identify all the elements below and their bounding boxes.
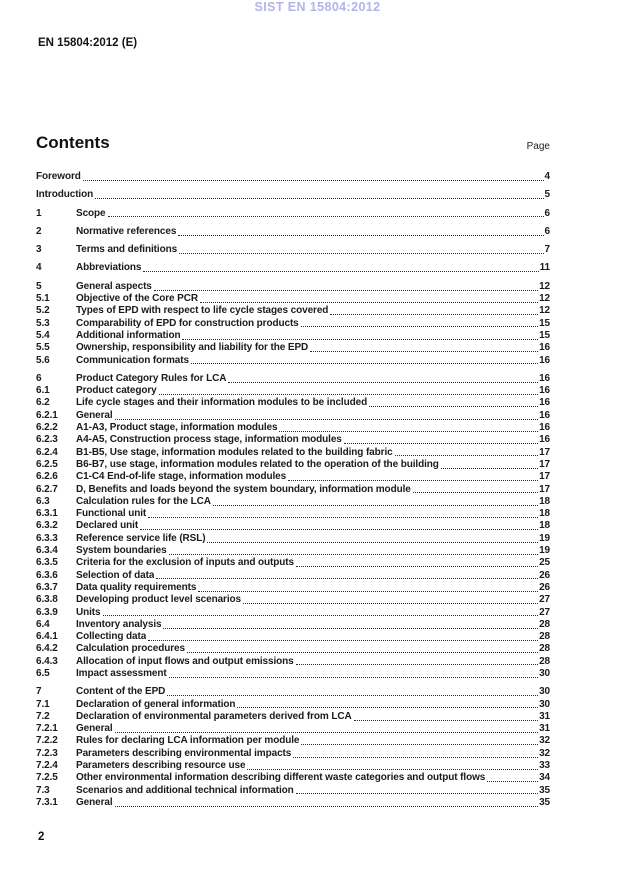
toc-entry-page: 25 xyxy=(539,557,550,569)
toc-entry-page: 16 xyxy=(539,409,550,421)
toc-leader-dots xyxy=(182,339,538,340)
toc-entry xyxy=(36,422,550,434)
toc-leader-dots xyxy=(187,652,538,653)
toc-leader-dots xyxy=(83,180,544,181)
toc-entry xyxy=(36,171,550,183)
toc-entry xyxy=(36,656,550,668)
toc-entry-page: 4 xyxy=(544,171,550,182)
toc-leader-dots xyxy=(191,363,538,364)
toc-entry-label: General xyxy=(76,409,113,421)
toc-entry-number: 6.3 xyxy=(36,495,50,507)
toc-entry-page: 17 xyxy=(539,446,550,458)
toc-leader-dots xyxy=(115,806,539,807)
toc-entry xyxy=(36,699,550,711)
toc-entry-number: 6.1 xyxy=(36,385,50,397)
toc-entry xyxy=(36,208,550,220)
toc-entry-label: Product category xyxy=(76,385,157,397)
toc-leader-dots xyxy=(413,492,538,493)
toc-leader-dots xyxy=(198,591,538,592)
toc-entry-label: Additional information xyxy=(76,329,181,341)
toc-entry xyxy=(36,262,550,274)
toc-entry-page: 33 xyxy=(539,760,550,772)
toc-leader-dots xyxy=(115,419,539,420)
toc-entry xyxy=(36,785,550,797)
toc-entry-label: Life cycle stages and their information modules to be included xyxy=(76,397,368,409)
toc-leader-dots xyxy=(148,517,538,518)
toc-entry-number: 7.1 xyxy=(36,698,50,710)
toc-entry-number: 6.2.7 xyxy=(36,483,58,495)
toc-entry-number: 5.6 xyxy=(36,354,50,366)
toc-entry-label: Types of EPD with respect to life cycle stages covered xyxy=(76,305,329,317)
toc-entry-number: 3 xyxy=(36,244,42,256)
toc-entry-page: 30 xyxy=(539,686,550,698)
toc-entry-label: Parameters describing resource use xyxy=(76,760,246,772)
toc-entry-page: 18 xyxy=(539,495,550,507)
toc-entry-page: 28 xyxy=(539,618,550,630)
toc-entry xyxy=(36,397,550,409)
toc-entry xyxy=(36,607,550,619)
toc-entry-number: 6.2.2 xyxy=(36,422,58,434)
toc-entry-label: B1-B5, Use stage, information modules related to the building fabric xyxy=(76,446,393,458)
toc-entry-page: 30 xyxy=(539,698,550,710)
toc-entry-number: 6.3.5 xyxy=(36,557,58,569)
toc-entry-number: 6.5 xyxy=(36,667,50,679)
toc-entry xyxy=(36,643,550,655)
toc-entry-label: Allocation of input flows and output emissions xyxy=(76,655,294,667)
toc-entry-page: 19 xyxy=(539,545,550,557)
toc-entry xyxy=(36,318,550,330)
toc-entry-page: 35 xyxy=(539,784,550,796)
toc-entry-page: 16 xyxy=(539,434,550,446)
toc-entry-page: 16 xyxy=(539,354,550,366)
toc-entry xyxy=(36,797,550,809)
toc-entry-page: 17 xyxy=(539,471,550,483)
page-column-label: Page xyxy=(526,141,550,152)
toc-entry xyxy=(36,189,550,201)
toc-entry xyxy=(36,582,550,594)
toc-entry-page: 26 xyxy=(539,569,550,581)
toc-entry-number: 7.2.2 xyxy=(36,735,58,747)
toc-entry-number: 6.3.2 xyxy=(36,520,58,532)
toc-entry-number: 6.4.2 xyxy=(36,643,58,655)
toc-entry-label: Introduction xyxy=(36,189,94,201)
toc-entry-number: 6 xyxy=(36,372,42,384)
toc-leader-dots xyxy=(207,542,538,543)
toc-entry-label: General xyxy=(76,723,113,735)
toc-leader-dots xyxy=(487,781,538,782)
toc-entry-number: 6.4.3 xyxy=(36,655,58,667)
toc-entry-label: Terms and definitions xyxy=(76,244,178,256)
toc-entry-page: 34 xyxy=(539,772,550,784)
toc-entry-number: 7.2.4 xyxy=(36,760,58,772)
toc-entry-page: 28 xyxy=(539,631,550,643)
toc-leader-dots xyxy=(140,529,538,530)
toc-entry xyxy=(36,355,550,367)
toc-entry-number: 6.3.4 xyxy=(36,545,58,557)
toc-entry-label: General aspects xyxy=(76,280,152,292)
toc-entry-page: 35 xyxy=(539,796,550,808)
toc-entry-label: Product Category Rules for LCA xyxy=(76,372,227,384)
toc-leader-dots xyxy=(228,382,538,383)
toc-entry-page: 28 xyxy=(539,655,550,667)
doc-reference: EN 15804:2012 (E) xyxy=(38,37,138,49)
toc-leader-dots xyxy=(156,578,538,579)
toc-leader-dots xyxy=(344,443,538,444)
toc-leader-dots xyxy=(296,793,538,794)
toc-leader-dots xyxy=(95,198,543,199)
toc-entry-number: 5.3 xyxy=(36,317,50,329)
sist-watermark: SIST EN 15804:2012 xyxy=(254,0,381,14)
toc-entry-label: Criteria for the exclusion of inputs and outputs xyxy=(76,557,294,569)
toc-entry-number: 6.2 xyxy=(36,397,50,409)
toc-entry-page: 17 xyxy=(539,483,550,495)
toc-entry-page: 16 xyxy=(539,397,550,409)
toc-entry xyxy=(36,281,550,293)
toc-entry-label: Impact assessment xyxy=(76,667,167,679)
toc-entry-page: 31 xyxy=(539,723,550,735)
toc-leader-dots xyxy=(288,480,538,481)
toc-entry-label: Other environmental information describing different waste categories and output flows xyxy=(76,772,486,784)
toc-entry-label: Selection of data xyxy=(76,569,155,581)
toc-entry-label: Rules for declaring LCA information per module xyxy=(76,735,300,747)
toc-leader-dots xyxy=(237,707,538,708)
toc-entry-label: Scope xyxy=(76,207,106,219)
toc-entry-label: Abbreviations xyxy=(76,262,142,274)
toc-entry-page: 32 xyxy=(539,735,550,747)
toc-entry xyxy=(36,385,550,397)
toc-entry-page: 16 xyxy=(539,385,550,397)
toc-entry-page: 30 xyxy=(539,667,550,679)
toc-entry xyxy=(36,226,550,238)
toc-entry-label: Objective of the Core PCR xyxy=(76,293,198,305)
toc-leader-dots xyxy=(167,695,538,696)
toc-entry-number: 7.2.3 xyxy=(36,747,58,759)
toc-entry-label: Parameters describing environmental impacts xyxy=(76,747,292,759)
toc-entry-number: 6.2.6 xyxy=(36,471,58,483)
toc-entry xyxy=(36,594,550,606)
toc-entry-label: Content of the EPD xyxy=(76,686,166,698)
toc-entry-label: System boundaries xyxy=(76,545,167,557)
toc-leader-dots xyxy=(169,554,539,555)
toc-entry xyxy=(36,459,550,471)
toc-entry-number: 6.4.1 xyxy=(36,631,58,643)
toc-entry xyxy=(36,668,550,680)
toc-entry-number: 1 xyxy=(36,207,42,219)
toc-entry xyxy=(36,557,550,569)
toc-entry-number: 7.2 xyxy=(36,710,50,722)
toc-entry xyxy=(36,545,550,557)
toc-leader-dots xyxy=(108,216,544,217)
toc-entry-number: 6.2.1 xyxy=(36,409,58,421)
toc-entry-page: 16 xyxy=(539,342,550,354)
toc-leader-dots xyxy=(296,664,538,665)
toc-entry-label: D, Benefits and loads beyond the system boundary, information module xyxy=(76,483,411,495)
toc-leader-dots xyxy=(103,615,539,616)
toc-entry-page: 27 xyxy=(539,606,550,618)
toc-entry-page: 27 xyxy=(539,594,550,606)
toc-entry xyxy=(36,330,550,342)
toc-entry-label: Developing product level scenarios xyxy=(76,594,241,606)
toc-entry-label: Calculation rules for the LCA xyxy=(76,495,211,507)
toc-entry xyxy=(36,496,550,508)
toc-entry xyxy=(36,570,550,582)
toc-entry xyxy=(36,410,550,422)
toc-entry-label: Comparability of EPD for construction products xyxy=(76,317,299,329)
toc-entry xyxy=(36,723,550,735)
toc-entry xyxy=(36,748,550,760)
toc-entry-page: 6 xyxy=(544,225,550,237)
toc-entry-label: General xyxy=(76,796,113,808)
toc-leader-dots xyxy=(148,640,538,641)
toc-entry-page: 11 xyxy=(539,262,550,274)
toc-entry-label: Functional unit xyxy=(76,508,147,520)
toc-leader-dots xyxy=(369,406,538,407)
toc-entry-number: 6.3.8 xyxy=(36,594,58,606)
toc-entry xyxy=(36,447,550,459)
toc-entry xyxy=(36,508,550,520)
toc-leader-dots xyxy=(279,431,538,432)
toc-entry-number: 2 xyxy=(36,225,42,237)
toc-entry-label: Reference service life (RSL) xyxy=(76,532,206,544)
toc-entry-number: 6.2.4 xyxy=(36,446,58,458)
toc-leader-dots xyxy=(213,505,538,506)
toc-leader-dots xyxy=(169,677,538,678)
toc-entry xyxy=(36,293,550,305)
toc-leader-dots xyxy=(330,314,538,315)
toc-entry-page: 31 xyxy=(539,710,550,722)
toc-leader-dots xyxy=(163,628,538,629)
toc-entry-page: 16 xyxy=(539,372,550,384)
toc-entry-page: 6 xyxy=(544,207,550,219)
toc-entry xyxy=(36,619,550,631)
toc-entry-number: 6.4 xyxy=(36,618,50,630)
toc-leader-dots xyxy=(200,302,538,303)
toc-leader-dots xyxy=(441,468,538,469)
toc-leader-dots xyxy=(178,235,543,236)
toc-entry-label: A4-A5, Construction process stage, information modules xyxy=(76,434,342,446)
toc-entry-number: 7.3 xyxy=(36,784,50,796)
toc-leader-dots xyxy=(115,732,539,733)
toc-entry-page: 17 xyxy=(539,458,550,470)
toc-entry-label: Scenarios and additional technical information xyxy=(76,784,294,796)
toc-leader-dots xyxy=(143,271,538,272)
toc-entry-page: 12 xyxy=(539,305,550,317)
toc-entry xyxy=(36,305,550,317)
toc-entry xyxy=(36,735,550,747)
toc-entry xyxy=(36,631,550,643)
toc-entry-label: Declaration of general information xyxy=(76,698,236,710)
toc-entry-page: 18 xyxy=(539,508,550,520)
toc-entry-number: 7.2.5 xyxy=(36,772,58,784)
toc-entry-page: 12 xyxy=(539,280,550,292)
toc-entry-number: 6.3.3 xyxy=(36,532,58,544)
toc-entry-number: 6.3.9 xyxy=(36,606,58,618)
toc-entry xyxy=(36,760,550,772)
toc-entry-number: 5 xyxy=(36,280,42,292)
toc-entry-page: 5 xyxy=(544,189,550,201)
toc-entry-label: C1-C4 End-of-life stage, information modules xyxy=(76,471,287,483)
toc-entry-label: Units xyxy=(76,606,101,618)
toc-entry-number: 5.5 xyxy=(36,342,50,354)
toc-entry-page: 32 xyxy=(539,747,550,759)
toc-leader-dots xyxy=(395,455,538,456)
toc-entry-number: 5.1 xyxy=(36,293,50,305)
toc-entry-page: 7 xyxy=(544,244,550,256)
toc-entry-label: A1-A3, Product stage, information modules xyxy=(76,422,278,434)
toc-leader-dots xyxy=(354,720,538,721)
toc-entry-page: 19 xyxy=(539,532,550,544)
toc-entry-page: 15 xyxy=(539,317,550,329)
toc-entry-label: B6-B7, use stage, information modules related to the operation of the building xyxy=(76,458,439,470)
toc-entry-label: Inventory analysis xyxy=(76,618,162,630)
toc-entry xyxy=(36,520,550,532)
toc-entry-page: 18 xyxy=(539,520,550,532)
toc-entry xyxy=(36,686,550,698)
toc-entry-number: 6.3.6 xyxy=(36,569,58,581)
toc-entry-label: Communication formats xyxy=(76,354,189,366)
toc-entry xyxy=(36,434,550,446)
toc-entry xyxy=(36,342,550,354)
toc-entry-label: Collecting data xyxy=(76,631,147,643)
toc-entry-label: Declared unit xyxy=(76,520,139,532)
toc-entry xyxy=(36,471,550,483)
toc-entry-page: 12 xyxy=(539,293,550,305)
toc-entry-number: 6.3.7 xyxy=(36,581,58,593)
toc-leader-dots xyxy=(310,351,538,352)
toc-entry-number: 6.3.1 xyxy=(36,508,58,520)
toc-entry-page: 26 xyxy=(539,581,550,593)
toc-entry-label: Normative references xyxy=(76,225,177,237)
toc-entry-number: 6.2.5 xyxy=(36,458,58,470)
toc-leader-dots xyxy=(179,253,543,254)
toc-entry-number: 5.4 xyxy=(36,329,50,341)
toc-entry-number: 6.2.3 xyxy=(36,434,58,446)
toc-leader-dots xyxy=(301,326,538,327)
table-of-contents xyxy=(36,171,550,809)
toc-entry-number: 7.3.1 xyxy=(36,796,58,808)
toc-entry-page: 16 xyxy=(539,422,550,434)
toc-leader-dots xyxy=(293,757,538,758)
toc-leader-dots xyxy=(296,566,538,567)
page-number: 2 xyxy=(38,831,45,843)
toc-leader-dots xyxy=(159,394,538,395)
toc-entry xyxy=(36,244,550,256)
toc-entry xyxy=(36,373,550,385)
toc-entry xyxy=(36,772,550,784)
toc-entry-label: Calculation procedures xyxy=(76,643,185,655)
toc-entry-number: 5.2 xyxy=(36,305,50,317)
toc-entry-label: Declaration of environmental parameters derived from LCA xyxy=(76,710,352,722)
toc-leader-dots xyxy=(301,744,538,745)
toc-leader-dots xyxy=(247,769,538,770)
toc-entry-number: 4 xyxy=(36,262,42,274)
toc-entry-label: Ownership, responsibility and liability for the EPD xyxy=(76,342,309,354)
toc-entry xyxy=(36,711,550,723)
toc-entry xyxy=(36,533,550,545)
toc-entry-number: 7 xyxy=(36,686,42,698)
toc-leader-dots xyxy=(154,290,538,291)
toc-leader-dots xyxy=(243,603,538,604)
contents-title: Contents xyxy=(36,133,110,152)
toc-entry-label: Foreword xyxy=(36,171,81,182)
toc-entry-page: 15 xyxy=(539,329,550,341)
toc-entry-number: 7.2.1 xyxy=(36,723,58,735)
toc-entry-page: 28 xyxy=(539,643,550,655)
toc-entry-label: Data quality requirements xyxy=(76,581,197,593)
toc-entry xyxy=(36,484,550,496)
